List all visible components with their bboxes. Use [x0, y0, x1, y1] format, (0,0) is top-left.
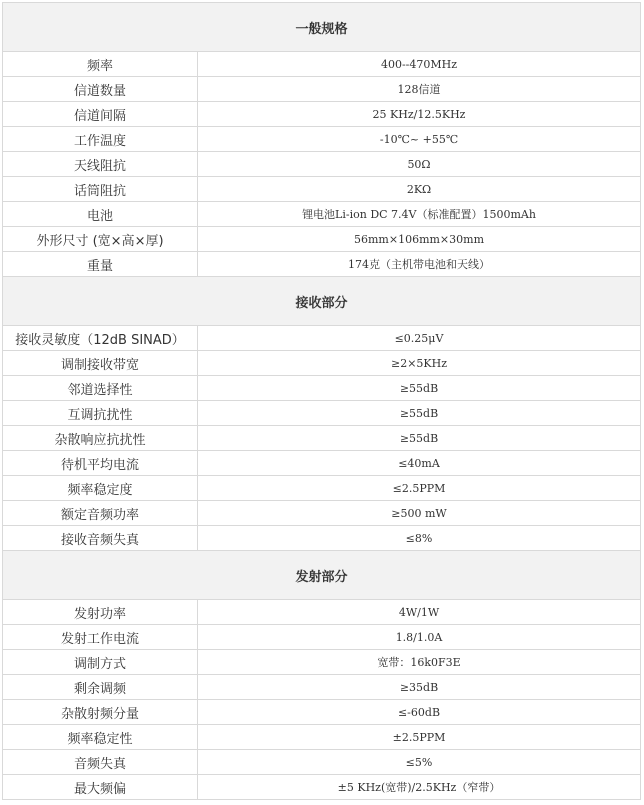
spec-value: 128信道 [198, 77, 641, 102]
section-header-row [3, 551, 641, 600]
spec-table [2, 2, 641, 800]
spec-label: 发射工作电流 [3, 625, 198, 650]
spec-value: ≤8% [198, 526, 641, 551]
spec-row [3, 625, 641, 650]
spec-row [3, 600, 641, 625]
spec-label: 接收灵敏度（12dB SINAD） [3, 326, 198, 351]
spec-label: 频率 [3, 52, 198, 77]
spec-row [3, 227, 641, 252]
spec-label: 发射功率 [3, 600, 198, 625]
spec-value: 4W/1W [198, 600, 641, 625]
spec-value: ±5 KHz(宽带)/2.5KHz（窄带） [198, 775, 641, 800]
spec-label: 音频失真 [3, 750, 198, 775]
spec-value: ±2.5PPM [198, 725, 641, 750]
section-header-row [3, 3, 641, 52]
section-header-row [3, 277, 641, 326]
spec-row [3, 650, 641, 675]
spec-label: 天线阻抗 [3, 152, 198, 177]
spec-label: 接收音频失真 [3, 526, 198, 551]
spec-label: 外形尺寸 (宽×高×厚) [3, 227, 198, 252]
spec-value: 56mm×106mm×30mm [198, 227, 641, 252]
spec-row [3, 750, 641, 775]
spec-row [3, 326, 641, 351]
spec-row [3, 52, 641, 77]
spec-label: 互调抗扰性 [3, 401, 198, 426]
section-title: 接收部分 [3, 277, 641, 326]
spec-value: ≥55dB [198, 401, 641, 426]
spec-value: 宽带：16k0F3E [198, 650, 641, 675]
spec-table-body [3, 3, 641, 800]
spec-label: 电池 [3, 202, 198, 227]
spec-value: -10℃~ +55℃ [198, 127, 641, 152]
section-title: 发射部分 [3, 551, 641, 600]
spec-label: 频率稳定性 [3, 725, 198, 750]
spec-table-container [2, 2, 641, 800]
spec-label: 话筒阻抗 [3, 177, 198, 202]
spec-row [3, 476, 641, 501]
spec-row [3, 252, 641, 277]
spec-value: 25 KHz/12.5KHz [198, 102, 641, 127]
spec-row [3, 451, 641, 476]
spec-row [3, 376, 641, 401]
spec-row [3, 177, 641, 202]
spec-row [3, 775, 641, 800]
spec-label: 杂散射频分量 [3, 700, 198, 725]
spec-label: 最大频偏 [3, 775, 198, 800]
spec-row [3, 675, 641, 700]
spec-value: 400--470MHz [198, 52, 641, 77]
spec-row [3, 152, 641, 177]
spec-label: 信道数量 [3, 77, 198, 102]
spec-label: 频率稳定度 [3, 476, 198, 501]
spec-value: ≥2×5KHz [198, 351, 641, 376]
spec-value: ≥55dB [198, 376, 641, 401]
spec-value: ≤2.5PPM [198, 476, 641, 501]
spec-label: 额定音频功率 [3, 501, 198, 526]
spec-value: 锂电池Li-ion DC 7.4V（标准配置）1500mAh [198, 202, 641, 227]
spec-row [3, 401, 641, 426]
spec-value: 1.8/1.0A [198, 625, 641, 650]
spec-label: 信道间隔 [3, 102, 198, 127]
spec-row [3, 501, 641, 526]
spec-row [3, 526, 641, 551]
spec-row [3, 127, 641, 152]
spec-value: ≤5% [198, 750, 641, 775]
spec-row [3, 77, 641, 102]
spec-label: 杂散响应抗扰性 [3, 426, 198, 451]
spec-value: 174克（主机带电池和天线） [198, 252, 641, 277]
spec-value: ≤40mA [198, 451, 641, 476]
spec-value: ≥500 mW [198, 501, 641, 526]
spec-label: 邻道选择性 [3, 376, 198, 401]
spec-row [3, 351, 641, 376]
spec-row [3, 102, 641, 127]
spec-value: ≤0.25μV [198, 326, 641, 351]
spec-row [3, 202, 641, 227]
spec-label: 调制接收带宽 [3, 351, 198, 376]
spec-row [3, 700, 641, 725]
spec-value: 50Ω [198, 152, 641, 177]
spec-label: 工作温度 [3, 127, 198, 152]
spec-value: ≤-60dB [198, 700, 641, 725]
section-title: 一般规格 [3, 3, 641, 52]
spec-label: 重量 [3, 252, 198, 277]
spec-row [3, 725, 641, 750]
spec-value: 2KΩ [198, 177, 641, 202]
spec-row [3, 426, 641, 451]
spec-value: ≥55dB [198, 426, 641, 451]
spec-label: 待机平均电流 [3, 451, 198, 476]
spec-label: 剩余调频 [3, 675, 198, 700]
spec-value: ≥35dB [198, 675, 641, 700]
spec-label: 调制方式 [3, 650, 198, 675]
